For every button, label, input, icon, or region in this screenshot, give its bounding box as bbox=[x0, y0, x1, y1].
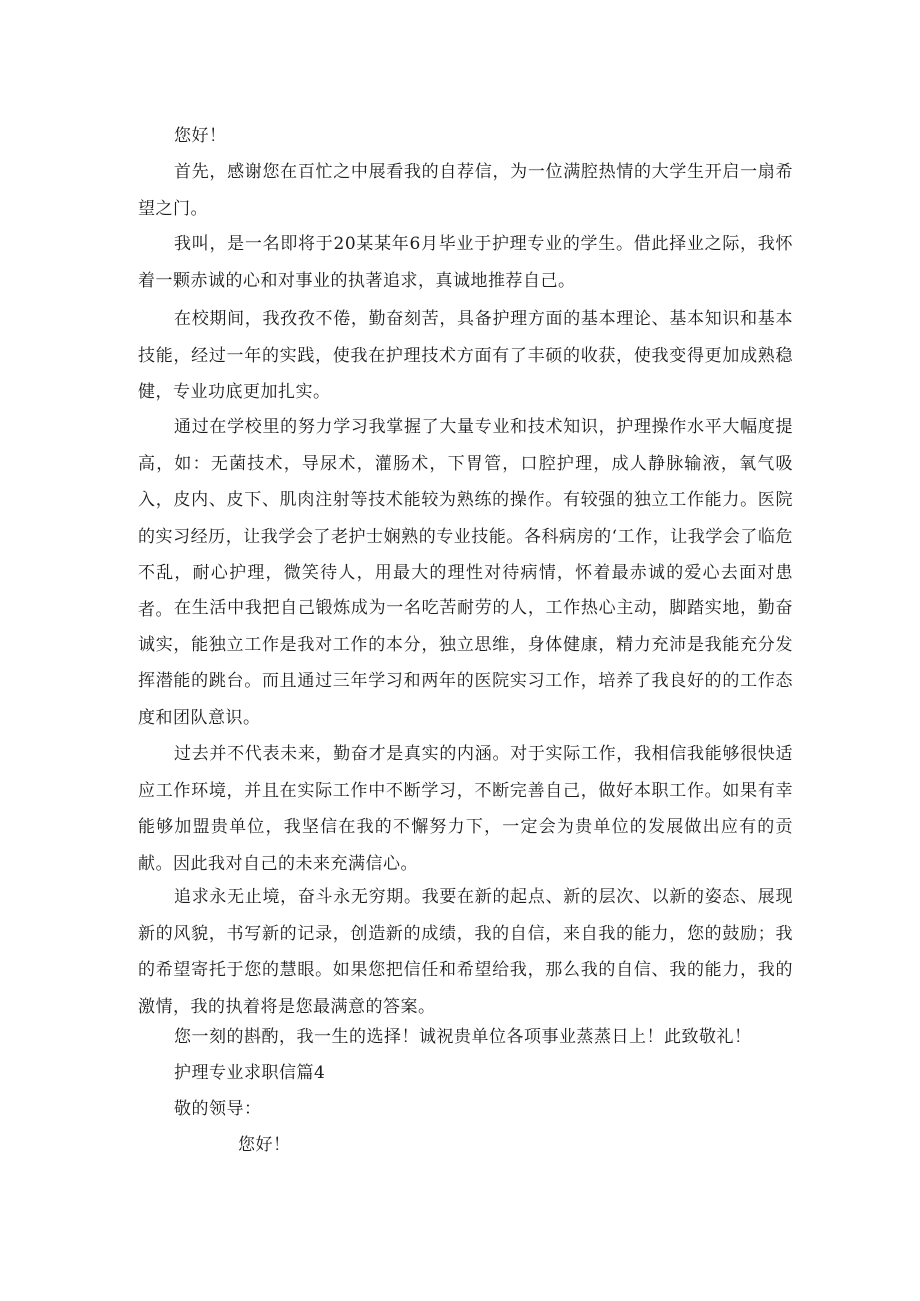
greeting-second: 您好！ bbox=[238, 1135, 291, 1155]
paragraph-life: 在生活中我把自己锻炼成为一名吃苦耐劳的人，工作热心主动，脚踏实地，勤奋诚实，能独立工作是我对工作的本分，独立思维，身体健康，精力充沛是我能充分发挥潜能的跳台。而且通过三年学习和两年的医院实习工作，培养了我良好的的工作态度和团队意识。 bbox=[138, 598, 793, 728]
section-title: 护理专业求职信篇4 bbox=[174, 1063, 326, 1083]
paragraph-intro: 首先，感谢您在百忙之中展看我的自荐信，为一位满腔热情的大学生开启一扇希望之门。 bbox=[138, 162, 793, 219]
paragraph-self-intro: 我叫，是一名即将于20某某年6月毕业于护理专业的学生。借此择业之际，我怀着一颗赤诚的心和对事业的执著追求，真诚地推荐自己。 bbox=[138, 234, 793, 291]
paragraph-pursuit: 追求永无止境，奋斗永无穷期。我要在新的起点、新的层次、以新的姿态、展现新的风貌，书写新的记录，创造新的成绩，我的自信，来自我的能力，您的鼓励；我的希望寄托于您的慧眼。如果您把信任和希望给我，那么我的自信、我的能力，我的激情，我的执着将是您最满意的答案。 bbox=[138, 887, 793, 1017]
paragraph-skills: 通过在学校里的努力学习我掌握了大量专业和技术知识，护理操作水平大幅度提高，如：无菌技术，导尿术，灌肠术，下胃管，口腔护理，成人静脉输液，氧气吸入，皮内、皮下、肌肉注射等技术能较为熟练的操作。有较强的独立工作能力。医院的实习经历，让我学会了老护士娴熟的专业技能。各科病房的‘工作，让我学会了临危不乱，耐心护理，微笑待人，用最大的理性对待病情，怀着最赤诚的爱心去面对患者。 bbox=[138, 417, 793, 620]
greeting: 您好！ bbox=[174, 126, 227, 146]
paragraph-future: 过去并不代表未来，勤奋才是真实的内涵。对于实际工作，我相信我能够很快适应工作环境，并且在实际工作中不断学习，不断完善自己，做好本职工作。如果有幸能够加盟贵单位，我坚信在我的不懈努力下，一定会为贵单位的发展做出应有的贡献。因此我对自己的未来充满信心。 bbox=[138, 744, 793, 874]
paragraph-school: 在校期间，我孜孜不倦，勤奋刻苦，具备护理方面的基本理论、基本知识和基本技能，经过一年的实践，使我在护理技术方面有了丰硕的收获，使我变得更加成熟稳健，专业功底更加扎实。 bbox=[138, 309, 793, 402]
salutation: 敬的领导： bbox=[174, 1099, 262, 1119]
closing-line: 您一刻的斟酌，我一生的选择！诚祝贵单位各项事业蒸蒸日上！此致敬礼！ bbox=[174, 1027, 752, 1047]
